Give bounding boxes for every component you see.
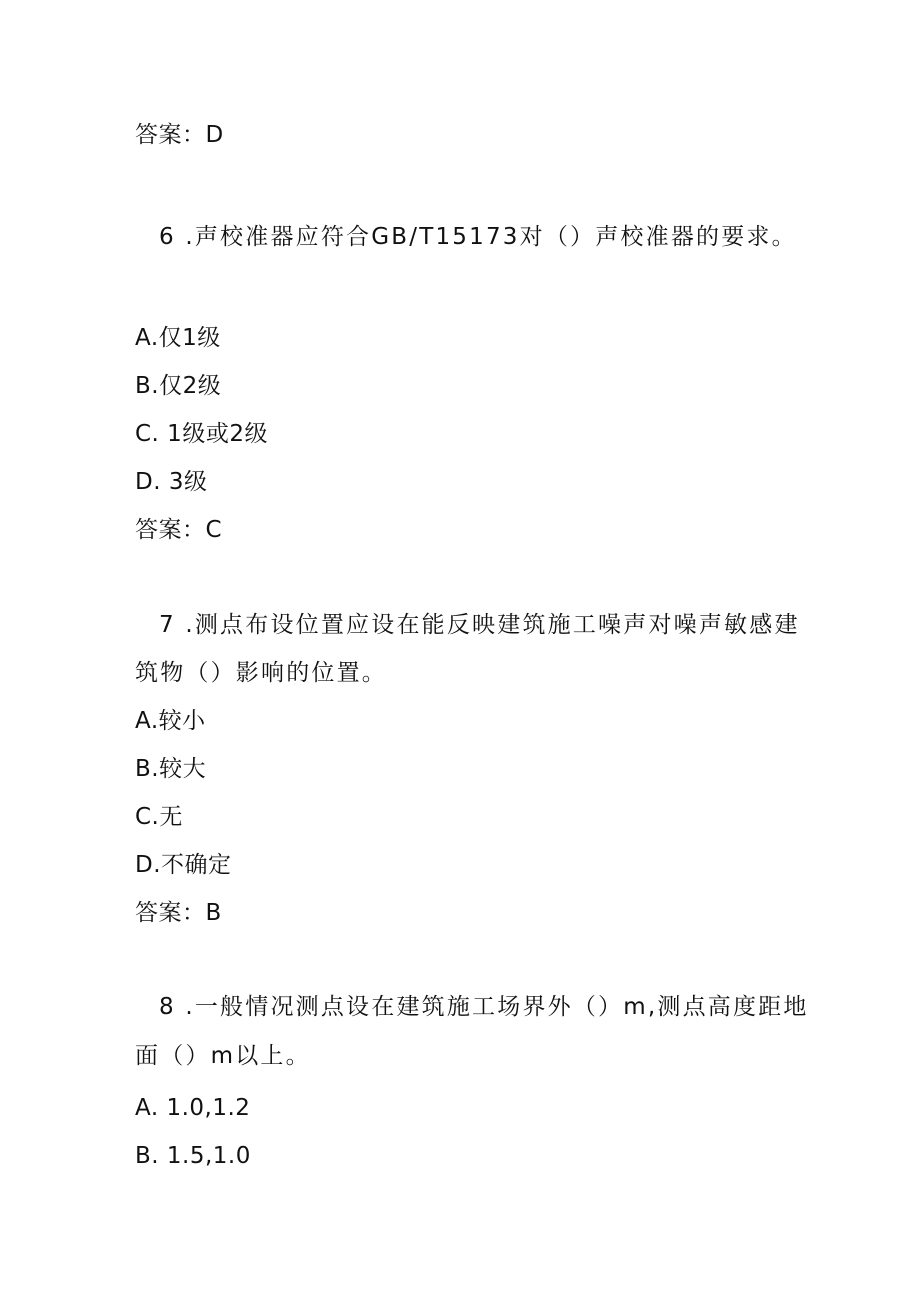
question-7-option-c: C.无: [135, 804, 183, 830]
question-7-option-a: A.较小: [135, 708, 206, 734]
question-6-option-c: C. 1级或2级: [135, 421, 268, 447]
question-8-stem-line-1: 8 .一般情况测点设在建筑施工场界外（）m,测点高度距地: [159, 994, 809, 1020]
question-8-option-a: A. 1.0,1.2: [135, 1095, 251, 1121]
question-6-option-d: D. 3级: [135, 469, 208, 495]
question-7-stem-line-1: 7 .测点布设位置应设在能反映建筑施工噪声对噪声敏感建: [159, 612, 800, 638]
question-6-option-a: A.仅1级: [135, 325, 221, 351]
question-7-stem-line-2: 筑物（）影响的位置。: [135, 660, 387, 686]
question-7-option-d: D.不确定: [135, 852, 232, 878]
answer-line: 答案：D: [135, 122, 224, 148]
question-6-answer: 答案：C: [135, 517, 223, 543]
question-8-stem-line-2: 面（）m以上。: [135, 1043, 311, 1069]
question-7-answer: 答案：B: [135, 900, 222, 926]
question-6-option-b: B.仅2级: [135, 373, 222, 399]
question-6-stem: 6 .声校准器应符合GB/T15173对（）声校准器的要求。: [159, 224, 797, 250]
question-7-option-b: B.较大: [135, 756, 207, 782]
question-8-option-b: B. 1.5,1.0: [135, 1143, 251, 1169]
